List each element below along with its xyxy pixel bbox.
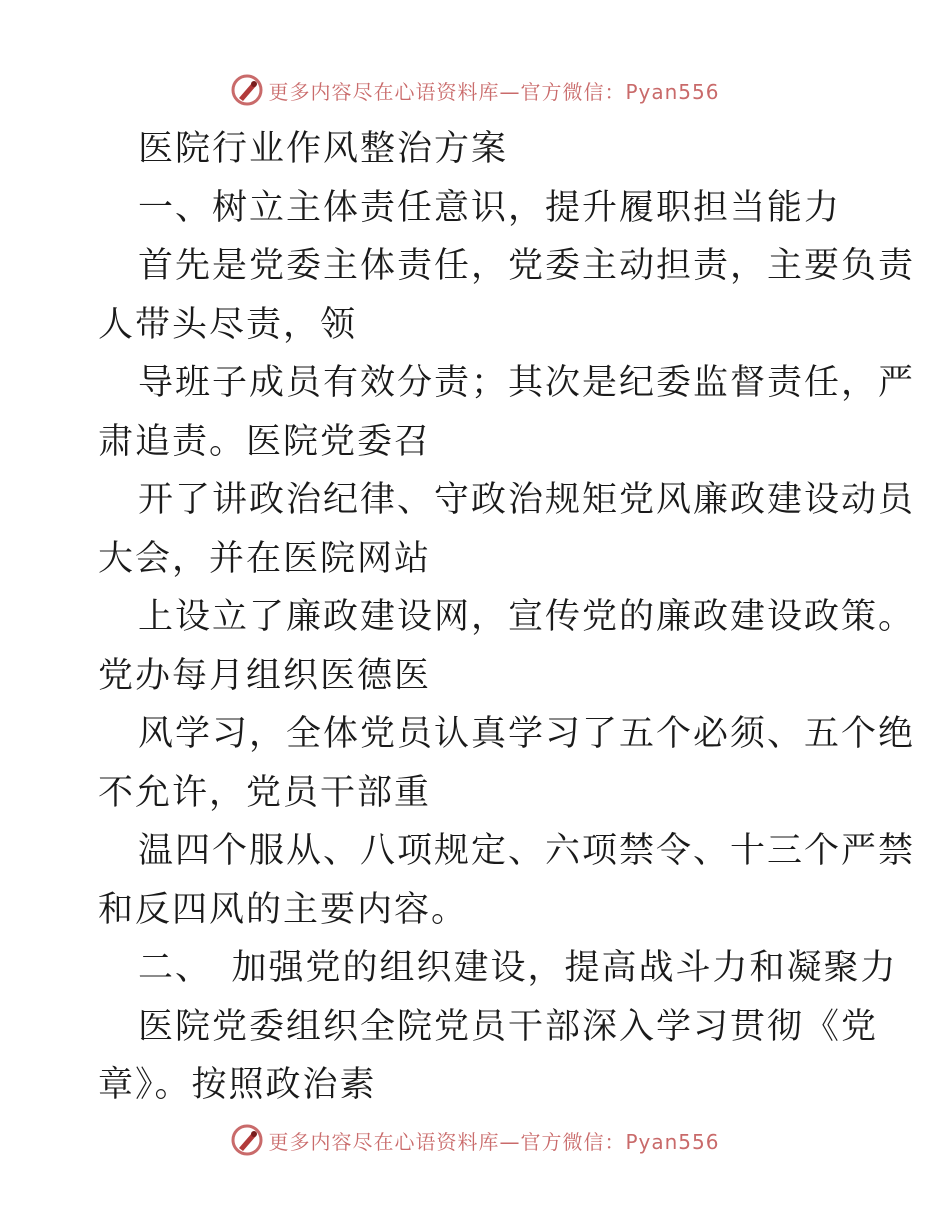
paragraph-line: 医院党委组织全院党员干部深入学习贯彻《党 xyxy=(138,1006,879,1047)
paragraph-line: 导班子成员有效分责；其次是纪委监督责任，严 xyxy=(138,363,916,403)
pen-seal-logo-icon xyxy=(230,73,264,107)
document-title: 医院行业作风整治方案 xyxy=(138,129,509,169)
paragraph-line: 首先是党委主体责任，党委主动担责，主要负责 xyxy=(138,246,916,286)
paragraph-line: 肃追责。医院党委召 xyxy=(98,421,432,462)
paragraph-line: 开了讲政治纪律、守政治规矩党风廉政建设动员 xyxy=(138,480,916,520)
paragraph-line: 上设立了廉政建设网，宣传党的廉政建设政策。 xyxy=(138,597,916,637)
header-banner xyxy=(0,70,950,110)
banner-text: 更多内容尽在心语资料库—官方微信：Pyan556 xyxy=(268,1129,720,1154)
paragraph-line: 人带头尽责，领 xyxy=(98,304,358,345)
paragraph-line: 章》。按照政治素 xyxy=(98,1065,377,1105)
banner-text: 更多内容尽在心语资料库—官方微信：Pyan556 xyxy=(268,79,720,104)
document-body xyxy=(98,120,916,1115)
section-heading: 二、 加强党的组织建设，提高战斗力和凝聚力 xyxy=(138,948,898,988)
footer-banner xyxy=(0,1120,950,1160)
paragraph-line: 温四个服从、八项规定、六项禁令、十三个严禁 xyxy=(138,831,916,871)
paragraph-line: 大会，并在医院网站 xyxy=(98,538,432,579)
paragraph-line: 风学习，全体党员认真学习了五个必须、五个绝 xyxy=(138,714,916,754)
paragraph-line: 和反四风的主要内容。 xyxy=(98,889,469,930)
pen-seal-logo-icon xyxy=(230,1123,264,1157)
paragraph-line: 不允许，党员干部重 xyxy=(98,772,432,813)
section-heading: 一、树立主体责任意识，提升履职担当能力 xyxy=(138,187,842,228)
paragraph-line: 党办每月组织医德医 xyxy=(98,655,432,696)
